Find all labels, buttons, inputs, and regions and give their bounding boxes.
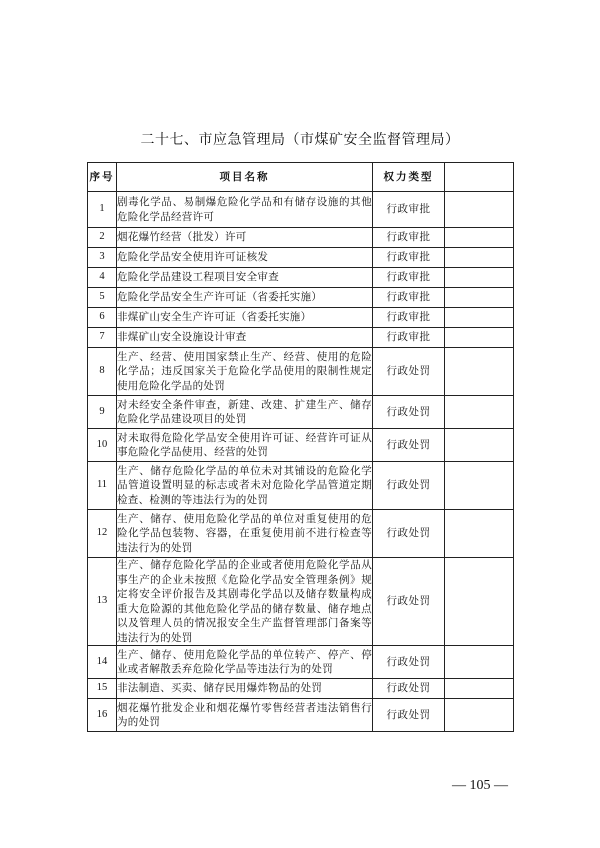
power-type: 行政审批 bbox=[373, 288, 445, 308]
row-number: 6 bbox=[88, 308, 117, 328]
power-type: 行政审批 bbox=[373, 228, 445, 248]
extra-cell bbox=[445, 288, 514, 308]
table-row bbox=[88, 679, 514, 699]
extra-cell bbox=[445, 328, 514, 348]
item-name: 对未经安全条件审查，新建、改建、扩建生产、储存危险化学品建设项目的处罚 bbox=[117, 396, 373, 429]
row-number: 4 bbox=[88, 268, 117, 288]
extra-cell bbox=[445, 396, 514, 429]
power-list-table bbox=[87, 162, 514, 732]
table-row bbox=[88, 248, 514, 268]
row-number: 13 bbox=[88, 558, 117, 646]
power-type: 行政处罚 bbox=[373, 348, 445, 396]
power-type: 行政处罚 bbox=[373, 510, 445, 558]
extra-cell bbox=[445, 510, 514, 558]
row-number: 16 bbox=[88, 699, 117, 732]
table-row bbox=[88, 510, 514, 558]
item-name: 生产、储存、使用危险化学品的单位转产、停产、停业或者解散丢弃危险化学品等违法行为的处罚 bbox=[117, 646, 373, 679]
item-name: 生产、经营、使用国家禁止生产、经营、使用的危险化学品；违反国家关于危险化学品使用的限制性规定使用危险化学品的处罚 bbox=[117, 348, 373, 396]
extra-cell bbox=[445, 248, 514, 268]
item-name: 非煤矿山安全设施设计审查 bbox=[117, 328, 373, 348]
header-extra bbox=[445, 163, 514, 192]
power-type: 行政审批 bbox=[373, 328, 445, 348]
power-type: 行政审批 bbox=[373, 308, 445, 328]
header-type: 权力类型 bbox=[373, 163, 445, 192]
power-type: 行政处罚 bbox=[373, 699, 445, 732]
item-name: 生产、储存、使用危险化学品的单位对重复使用的危险化学品包装物、容器，在重复使用前不进行检查等违法行为的处罚 bbox=[117, 510, 373, 558]
row-number: 14 bbox=[88, 646, 117, 679]
extra-cell bbox=[445, 192, 514, 228]
row-number: 11 bbox=[88, 462, 117, 510]
extra-cell bbox=[445, 348, 514, 396]
item-name: 生产、储存危险化学品的单位未对其铺设的危险化学品管道设置明显的标志或者未对危险化学品管道定期检查、检测的等违法行为的处罚 bbox=[117, 462, 373, 510]
item-name: 危险化学品安全使用许可证核发 bbox=[117, 248, 373, 268]
row-number: 7 bbox=[88, 328, 117, 348]
item-name: 烟花爆竹经营（批发）许可 bbox=[117, 228, 373, 248]
power-type: 行政处罚 bbox=[373, 396, 445, 429]
item-name: 危险化学品安全生产许可证（省委托实施） bbox=[117, 288, 373, 308]
header-name: 项目名称 bbox=[117, 163, 373, 192]
item-name: 剧毒化学品、易制爆危险化学品和有储存设施的其他危险化学品经营许可 bbox=[117, 192, 373, 228]
extra-cell bbox=[445, 429, 514, 462]
power-type: 行政处罚 bbox=[373, 462, 445, 510]
item-name: 对未取得危险化学品安全使用许可证、经营许可证从事危险化学品使用、经营的处罚 bbox=[117, 429, 373, 462]
extra-cell bbox=[445, 308, 514, 328]
table-row bbox=[88, 558, 514, 646]
extra-cell bbox=[445, 268, 514, 288]
row-number: 12 bbox=[88, 510, 117, 558]
item-name: 烟花爆竹批发企业和烟花爆竹零售经营者违法销售行为的处罚 bbox=[117, 699, 373, 732]
row-number: 3 bbox=[88, 248, 117, 268]
row-number: 1 bbox=[88, 192, 117, 228]
row-number: 9 bbox=[88, 396, 117, 429]
table-row bbox=[88, 288, 514, 308]
power-type: 行政审批 bbox=[373, 192, 445, 228]
row-number: 10 bbox=[88, 429, 117, 462]
row-number: 2 bbox=[88, 228, 117, 248]
table-row bbox=[88, 429, 514, 462]
extra-cell bbox=[445, 462, 514, 510]
extra-cell bbox=[445, 228, 514, 248]
table-row bbox=[88, 462, 514, 510]
item-name: 非法制造、买卖、储存民用爆炸物品的处罚 bbox=[117, 679, 373, 699]
item-name: 生产、储存危险化学品的企业或者使用危险化学品从事生产的企业未按照《危险化学品安全管理条例》规定将安全评价报告及其剧毒化学品以及储存数量构成重大危险源的其他危险化学品的储存数量、储存地点以及管理人员的情况报安全生产监督管理部门备案等违法行为的处罚 bbox=[117, 559, 372, 644]
item-name: 危险化学品建设工程项目安全审查 bbox=[117, 268, 373, 288]
power-type: 行政审批 bbox=[373, 268, 445, 288]
table-row bbox=[88, 308, 514, 328]
extra-cell bbox=[445, 558, 514, 646]
row-number: 5 bbox=[88, 288, 117, 308]
extra-cell bbox=[445, 699, 514, 732]
page-number: — 105 — bbox=[452, 778, 508, 793]
table-header-row bbox=[88, 163, 514, 192]
header-no: 序号 bbox=[88, 163, 117, 192]
table-row bbox=[88, 328, 514, 348]
table-row bbox=[88, 192, 514, 228]
table-row bbox=[88, 396, 514, 429]
section-heading: 二十七、市应急管理局（市煤矿安全监督管理局） bbox=[140, 132, 460, 148]
extra-cell bbox=[445, 646, 514, 679]
item-name: 非煤矿山安全生产许可证（省委托实施） bbox=[117, 308, 373, 328]
extra-cell bbox=[445, 679, 514, 699]
power-type: 行政处罚 bbox=[373, 558, 445, 646]
table-row bbox=[88, 228, 514, 248]
power-type: 行政处罚 bbox=[373, 679, 445, 699]
row-number: 8 bbox=[88, 348, 117, 396]
power-type: 行政处罚 bbox=[373, 429, 445, 462]
power-type: 行政处罚 bbox=[373, 646, 445, 679]
table-body bbox=[88, 192, 514, 732]
table-row bbox=[88, 348, 514, 396]
power-type: 行政审批 bbox=[373, 248, 445, 268]
row-number: 15 bbox=[88, 679, 117, 699]
table-row bbox=[88, 699, 514, 732]
table-row bbox=[88, 268, 514, 288]
table-row bbox=[88, 646, 514, 679]
